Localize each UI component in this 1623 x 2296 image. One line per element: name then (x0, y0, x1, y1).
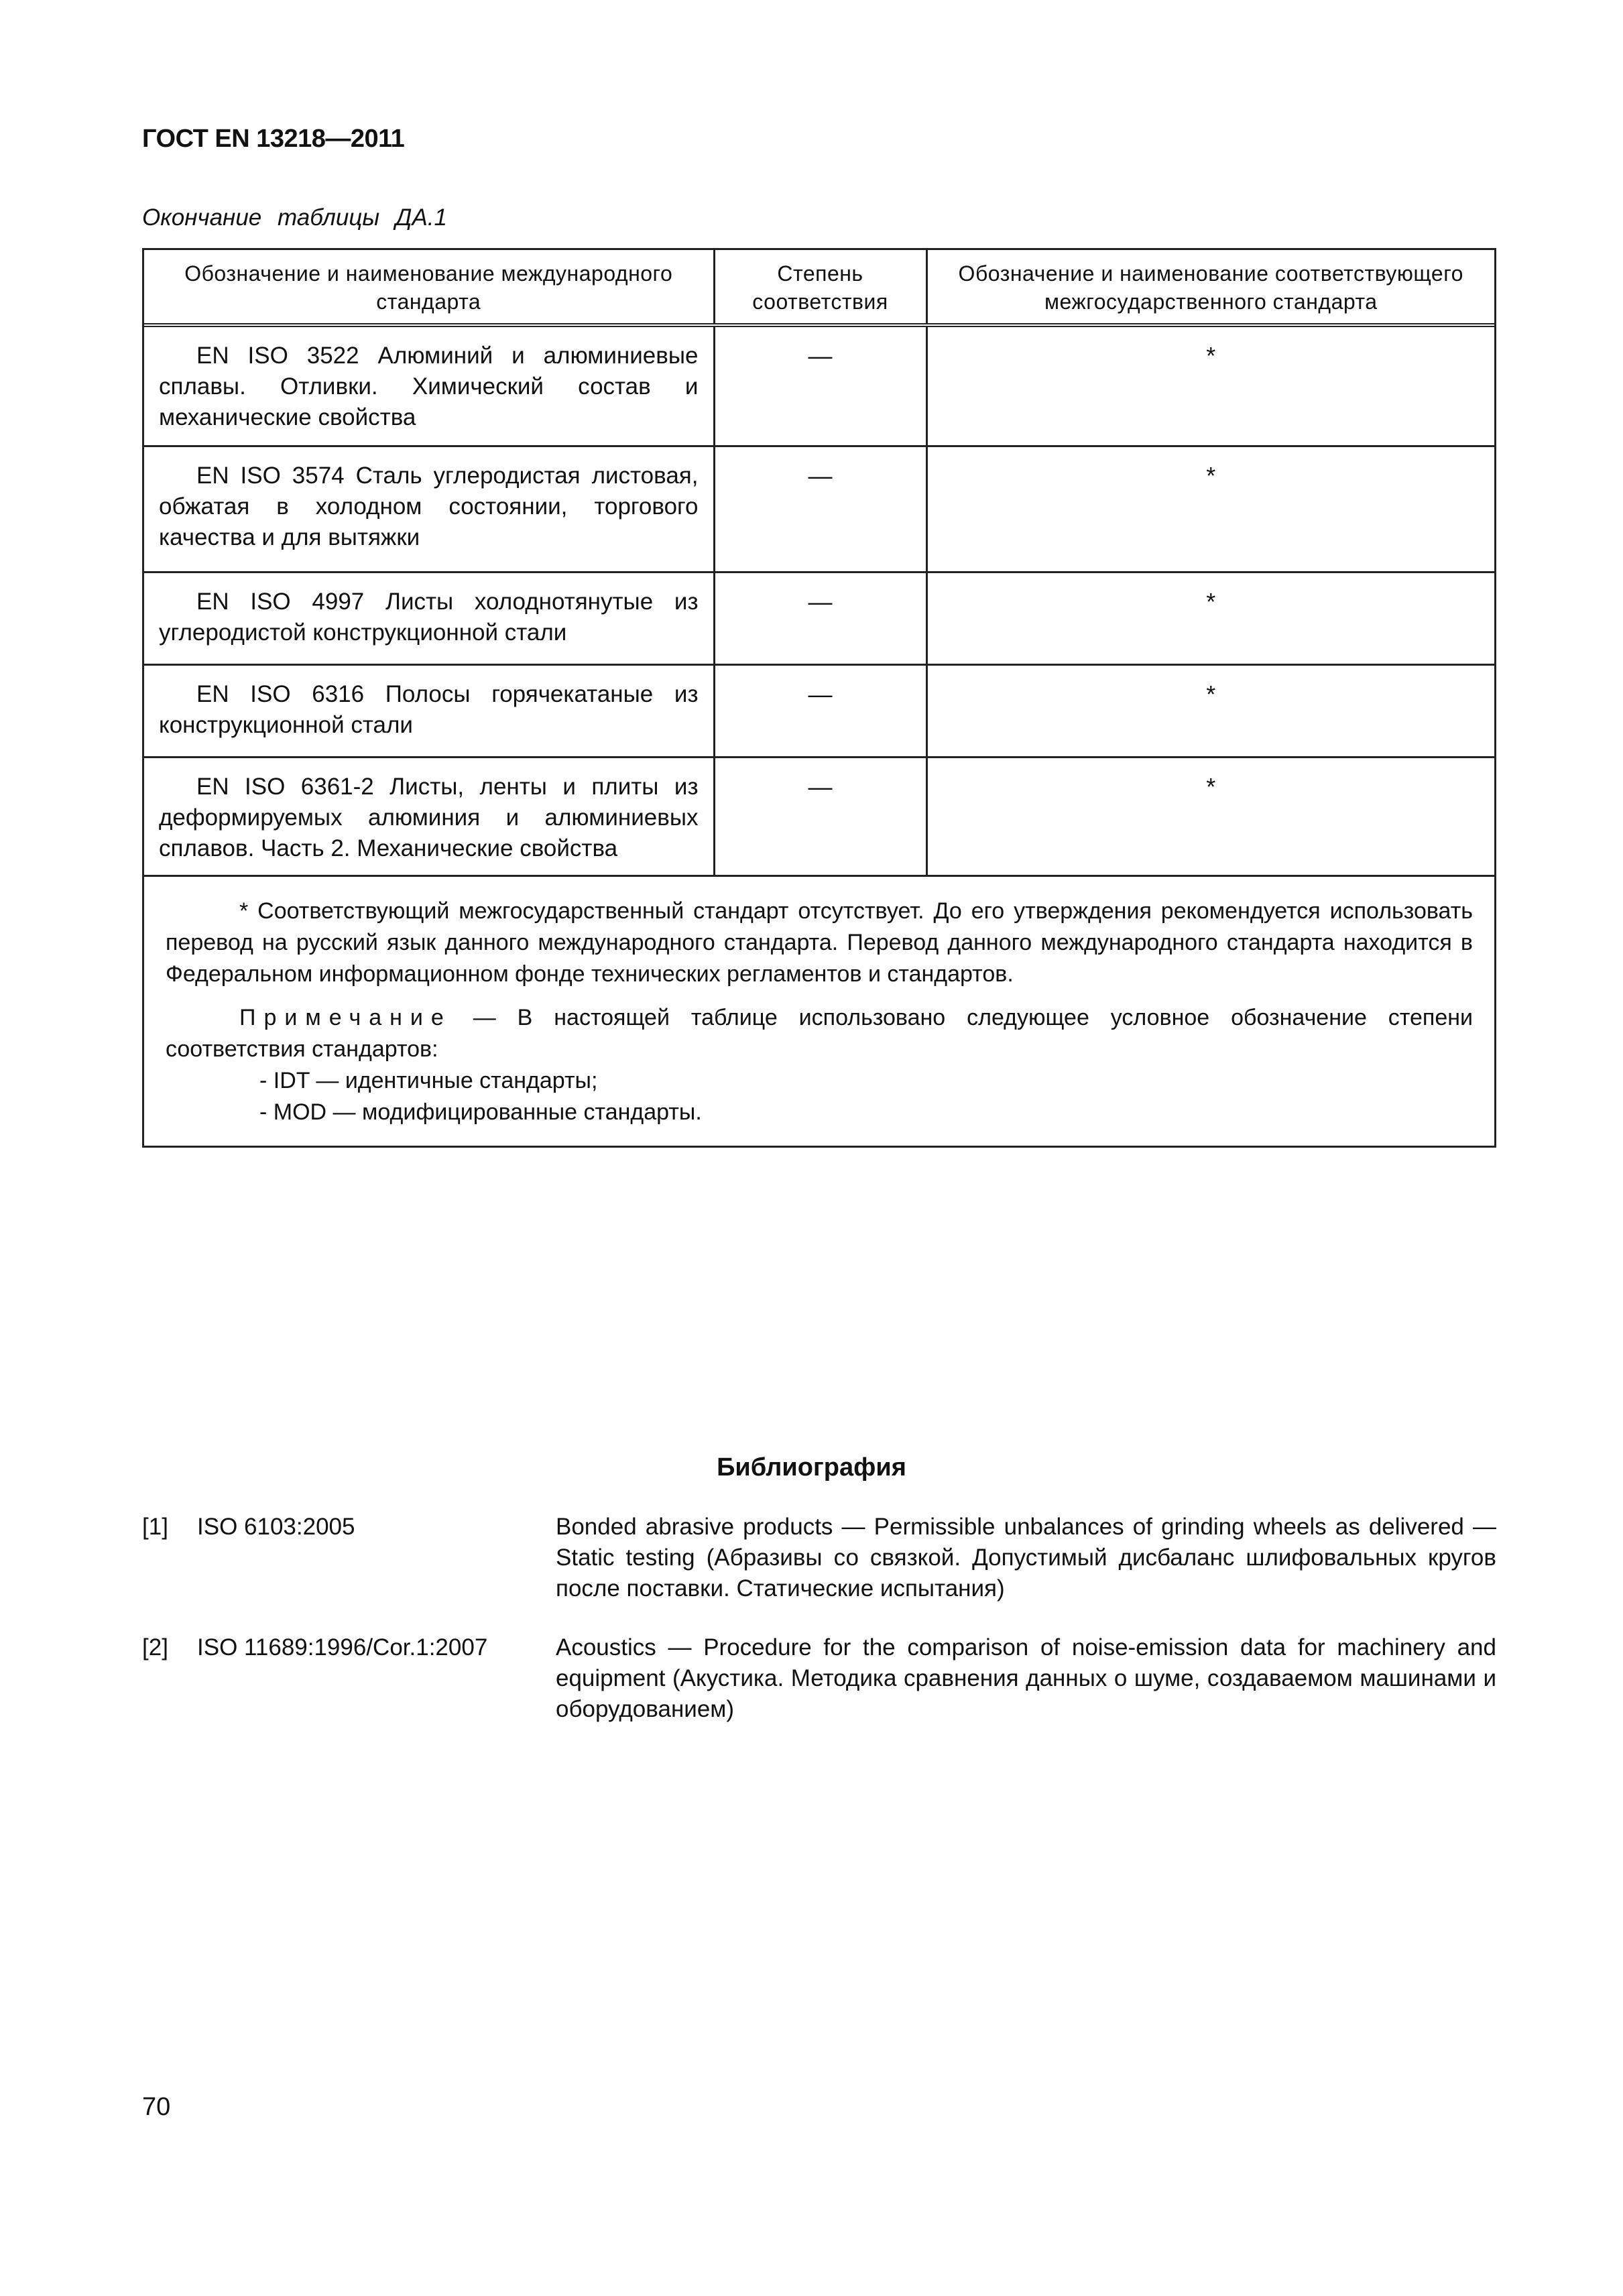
corresponding-cell: * (926, 757, 1494, 875)
note-item-mod: - MOD — модифицированные стандарты. (259, 1099, 702, 1125)
document-code: ГОСТ EN 13218—2011 (142, 125, 405, 153)
table-note (166, 1002, 1473, 1065)
bibliography-entry-number: [2] (142, 1634, 168, 1660)
bibliography-entry-code: ISO 6103:2005 (197, 1514, 355, 1540)
table-footnote: * Соответствующий межгосударственный стандарт отсутствует. До его утверждения рекомендуется использовать перевод на русский язык данного международного стандарта. Перевод данного международного стандарта находится в Федеральном информационном фонде технических регламентов и стандартов. (166, 898, 1473, 987)
standard-name: EN ISO 6316 Полосы горячекатаные из конструкционной стали (144, 664, 714, 757)
bibliography-entry-text: Bonded abrasive products — Permissible unbalances of grinding wheels as delivered — Static testing (Абразивы со связкой. Допустимый дисбаланс шлифовальных кругов после поставки. Статические испытания) (556, 1514, 1496, 1602)
standard-name: EN ISO 6361-2 Листы, ленты и плиты из деформируемых алюминия и алюминиевых сплавов. Часть 2. Механические свойства (144, 757, 714, 875)
standard-name: EN ISO 3574 Сталь углеродистая листовая, обжатая в холодном состоянии, торгового качества и для вытяжки (144, 446, 714, 572)
bibliography-entry (142, 1512, 1496, 1612)
table-row (144, 325, 1494, 446)
column-header-degree: Степень соответствия (714, 250, 926, 325)
bibliography-entry (142, 1632, 1496, 1733)
standard-name: EN ISO 4997 Листы холоднотянутые из углеродистой конструкционной стали (144, 572, 714, 664)
bibliography-entry-code: ISO 11689:1996/Cor.1:2007 (197, 1634, 488, 1660)
table-notes (144, 875, 1494, 1146)
table-row (144, 446, 1494, 572)
page-number: 70 (142, 2093, 171, 2121)
note-label: Примечание (239, 1005, 452, 1030)
standards-table (142, 248, 1496, 1148)
corresponding-cell: * (926, 325, 1494, 446)
note-text: — В настоящей таблице использовано следующее условное обозначение степени соответствия стандартов: (166, 1005, 1473, 1062)
corresponding-cell: * (926, 446, 1494, 572)
column-header-corresponding: Обозначение и наименование соответствующего межгосударственного стандарта (958, 261, 1463, 314)
degree-cell: — (714, 757, 926, 875)
column-header-international: Обозначение и наименование международного стандарта (144, 250, 714, 325)
note-item-idt: - IDT — идентичные стандарты; (259, 1068, 598, 1093)
degree-cell: — (714, 664, 926, 757)
table-row (144, 664, 1494, 757)
bibliography-title: Библиография (717, 1453, 906, 1482)
degree-cell: — (714, 446, 926, 572)
table-caption: Окончание таблицы ДА.1 (142, 204, 447, 231)
corresponding-cell: * (926, 572, 1494, 664)
degree-cell: — (714, 325, 926, 446)
degree-cell: — (714, 572, 926, 664)
bibliography-entry-text: Acoustics — Procedure for the comparison of noise-emission data for machinery and equipment (Акустика. Методика сравнения данных о шуме, создаваемом машинами и оборудованием) (556, 1634, 1496, 1722)
standard-name: EN ISO 3522 Алюминий и алюминиевые сплавы. Отливки. Химический состав и механические свойства (144, 325, 714, 446)
corresponding-cell: * (926, 664, 1494, 757)
table-row (144, 572, 1494, 664)
bibliography-entry-number: [1] (142, 1514, 168, 1540)
table-row (144, 757, 1494, 875)
